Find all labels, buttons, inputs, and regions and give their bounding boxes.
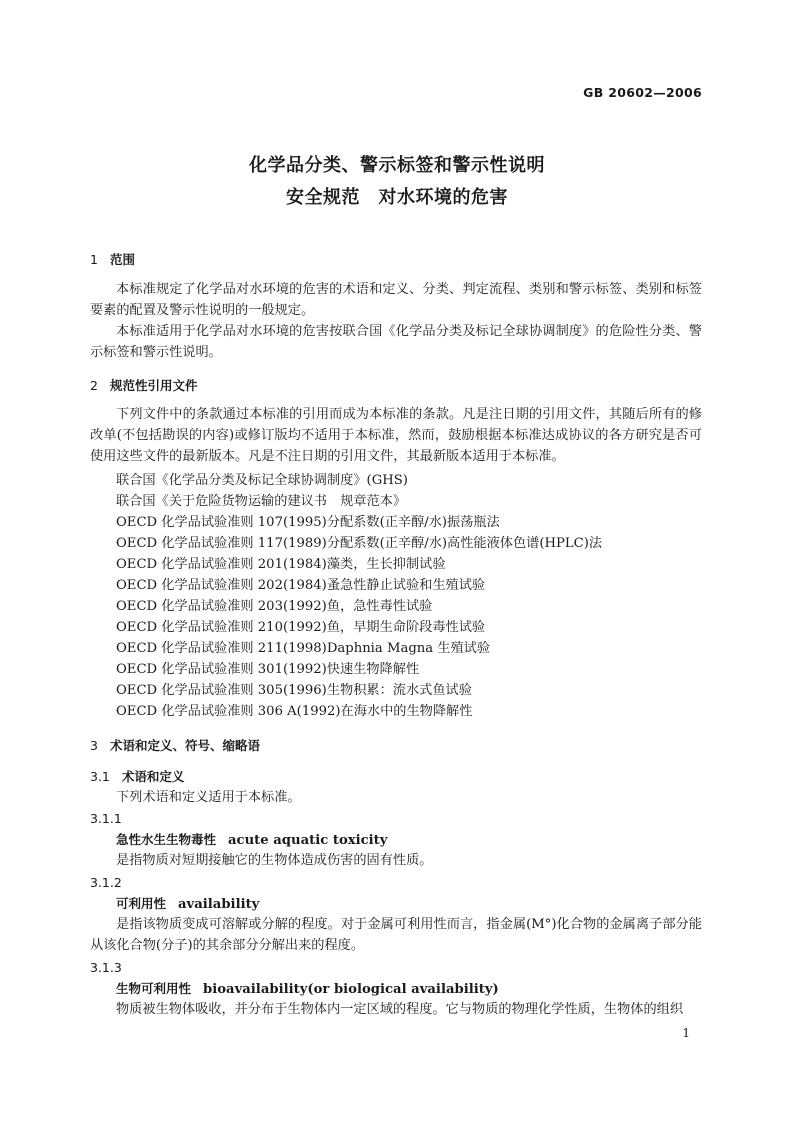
reference-item: 联合国《化学品分类及标记全球协调制度》(GHS): [116, 473, 408, 488]
clause-number: 3.1.2: [90, 875, 122, 890]
reference-item: OECD 化学品试验准则 211(1998)Daphnia Magna 生殖试验: [116, 641, 491, 656]
section-1-paragraph: 本标准适用于化学品对水环境的危害按联合国《化学品分类及标记全球协调制度》的危险性分类、警示标签和警示性说明。: [90, 324, 702, 360]
term-english: acute aquatic toxicity: [228, 833, 388, 848]
page-number: 1: [682, 1026, 690, 1040]
document-title: [0, 150, 794, 214]
subsection-3-1-heading: [90, 766, 184, 787]
reference-item: OECD 化学品试验准则 306 A(1992)在海水中的生物降解性: [116, 704, 473, 719]
reference-item: OECD 化学品试验准则 210(1992)鱼，早期生命阶段毒性试验: [116, 620, 486, 635]
term-chinese: 可利用性: [116, 896, 167, 911]
reference-item: OECD 化学品试验准则 117(1989)分配系数(正辛醇/水)高性能液体色谱(HPLC)法: [116, 536, 603, 551]
reference-item: 联合国《关于危险货物运输的建议书 规章范本》: [116, 494, 407, 509]
standard-number: GB 20602—2006: [583, 85, 702, 100]
title-line-1: 化学品分类、警示标签和警示性说明: [249, 155, 545, 176]
section-1-heading: [90, 249, 135, 270]
term-definition: 物质被生物体吸收，并分布于生物体内一定区域的程度。它与物质的物理化学性质，生物体的组织: [116, 1002, 684, 1017]
term-chinese: 急性水生生物毒性: [116, 832, 217, 847]
term-entry: [90, 893, 259, 915]
reference-item: OECD 化学品试验准则 107(1995)分配系数(正辛醇/水)振荡瓶法: [116, 515, 500, 530]
section-3-heading: [90, 735, 260, 756]
section-2-heading: [90, 375, 197, 396]
subsection-title: 术语和定义: [121, 769, 185, 784]
section-1-paragraph: 本标准规定了化学品对水环境的危害的术语和定义、分类、判定流程、类别和警示标签、类别和标签要素的配置及警示性说明的一般规定。: [90, 282, 702, 318]
section-title: 规范性引用文件: [109, 378, 198, 393]
reference-item: OECD 化学品试验准则 203(1992)鱼，急性毒性试验: [116, 599, 433, 614]
reference-item: OECD 化学品试验准则 202(1984)蚤急性静止试验和生殖试验: [116, 578, 486, 593]
term-entry: [90, 978, 499, 1000]
section-2-paragraph: 下列文件中的条款通过本标准的引用而成为本标准的条款。凡是注日期的引用文件，其随后所有的修改单(不包括勘误的内容)或修订版均不适用于本标准，然而，鼓励根据本标准达成协议的各方研究是否可使用这些文件的最新版本。凡是不注日期的引用文件，其最新版本适用于本标准。: [90, 407, 702, 464]
clause-number: 3.1.1: [90, 811, 122, 826]
term-english: availability: [178, 897, 260, 912]
section-number: 1: [90, 252, 98, 267]
term-definition: 是指该物质变成可溶解或分解的程度。对于金属可利用性而言，指金属(M°)化合物的金属离子部分能从该化合物(分子)的其余部分分解出来的程度。: [90, 917, 702, 953]
subsection-intro: 下列术语和定义适用于本标准。: [116, 790, 301, 805]
title-line-2: 安全规范 对水环境的危害: [286, 187, 508, 208]
section-title: 术语和定义、符号、缩略语: [109, 738, 260, 753]
term-entry: [90, 829, 387, 851]
section-number: 3: [90, 738, 98, 753]
term-definition: 是指物质对短期接触它的生物体造成伤害的固有性质。: [116, 853, 433, 868]
reference-item: OECD 化学品试验准则 201(1984)藻类，生长抑制试验: [116, 557, 446, 572]
reference-item: OECD 化学品试验准则 301(1992)快速生物降解性: [116, 662, 420, 677]
section-number: 2: [90, 378, 98, 393]
term-english: bioavailability(or biological availability): [203, 982, 499, 997]
subsection-number: 3.1: [90, 769, 110, 784]
clause-number: 3.1.3: [90, 960, 122, 975]
reference-item: OECD 化学品试验准则 305(1996)生物积累：流水式鱼试验: [116, 683, 472, 698]
term-chinese: 生物可利用性: [116, 981, 192, 996]
section-title: 范围: [109, 252, 135, 267]
